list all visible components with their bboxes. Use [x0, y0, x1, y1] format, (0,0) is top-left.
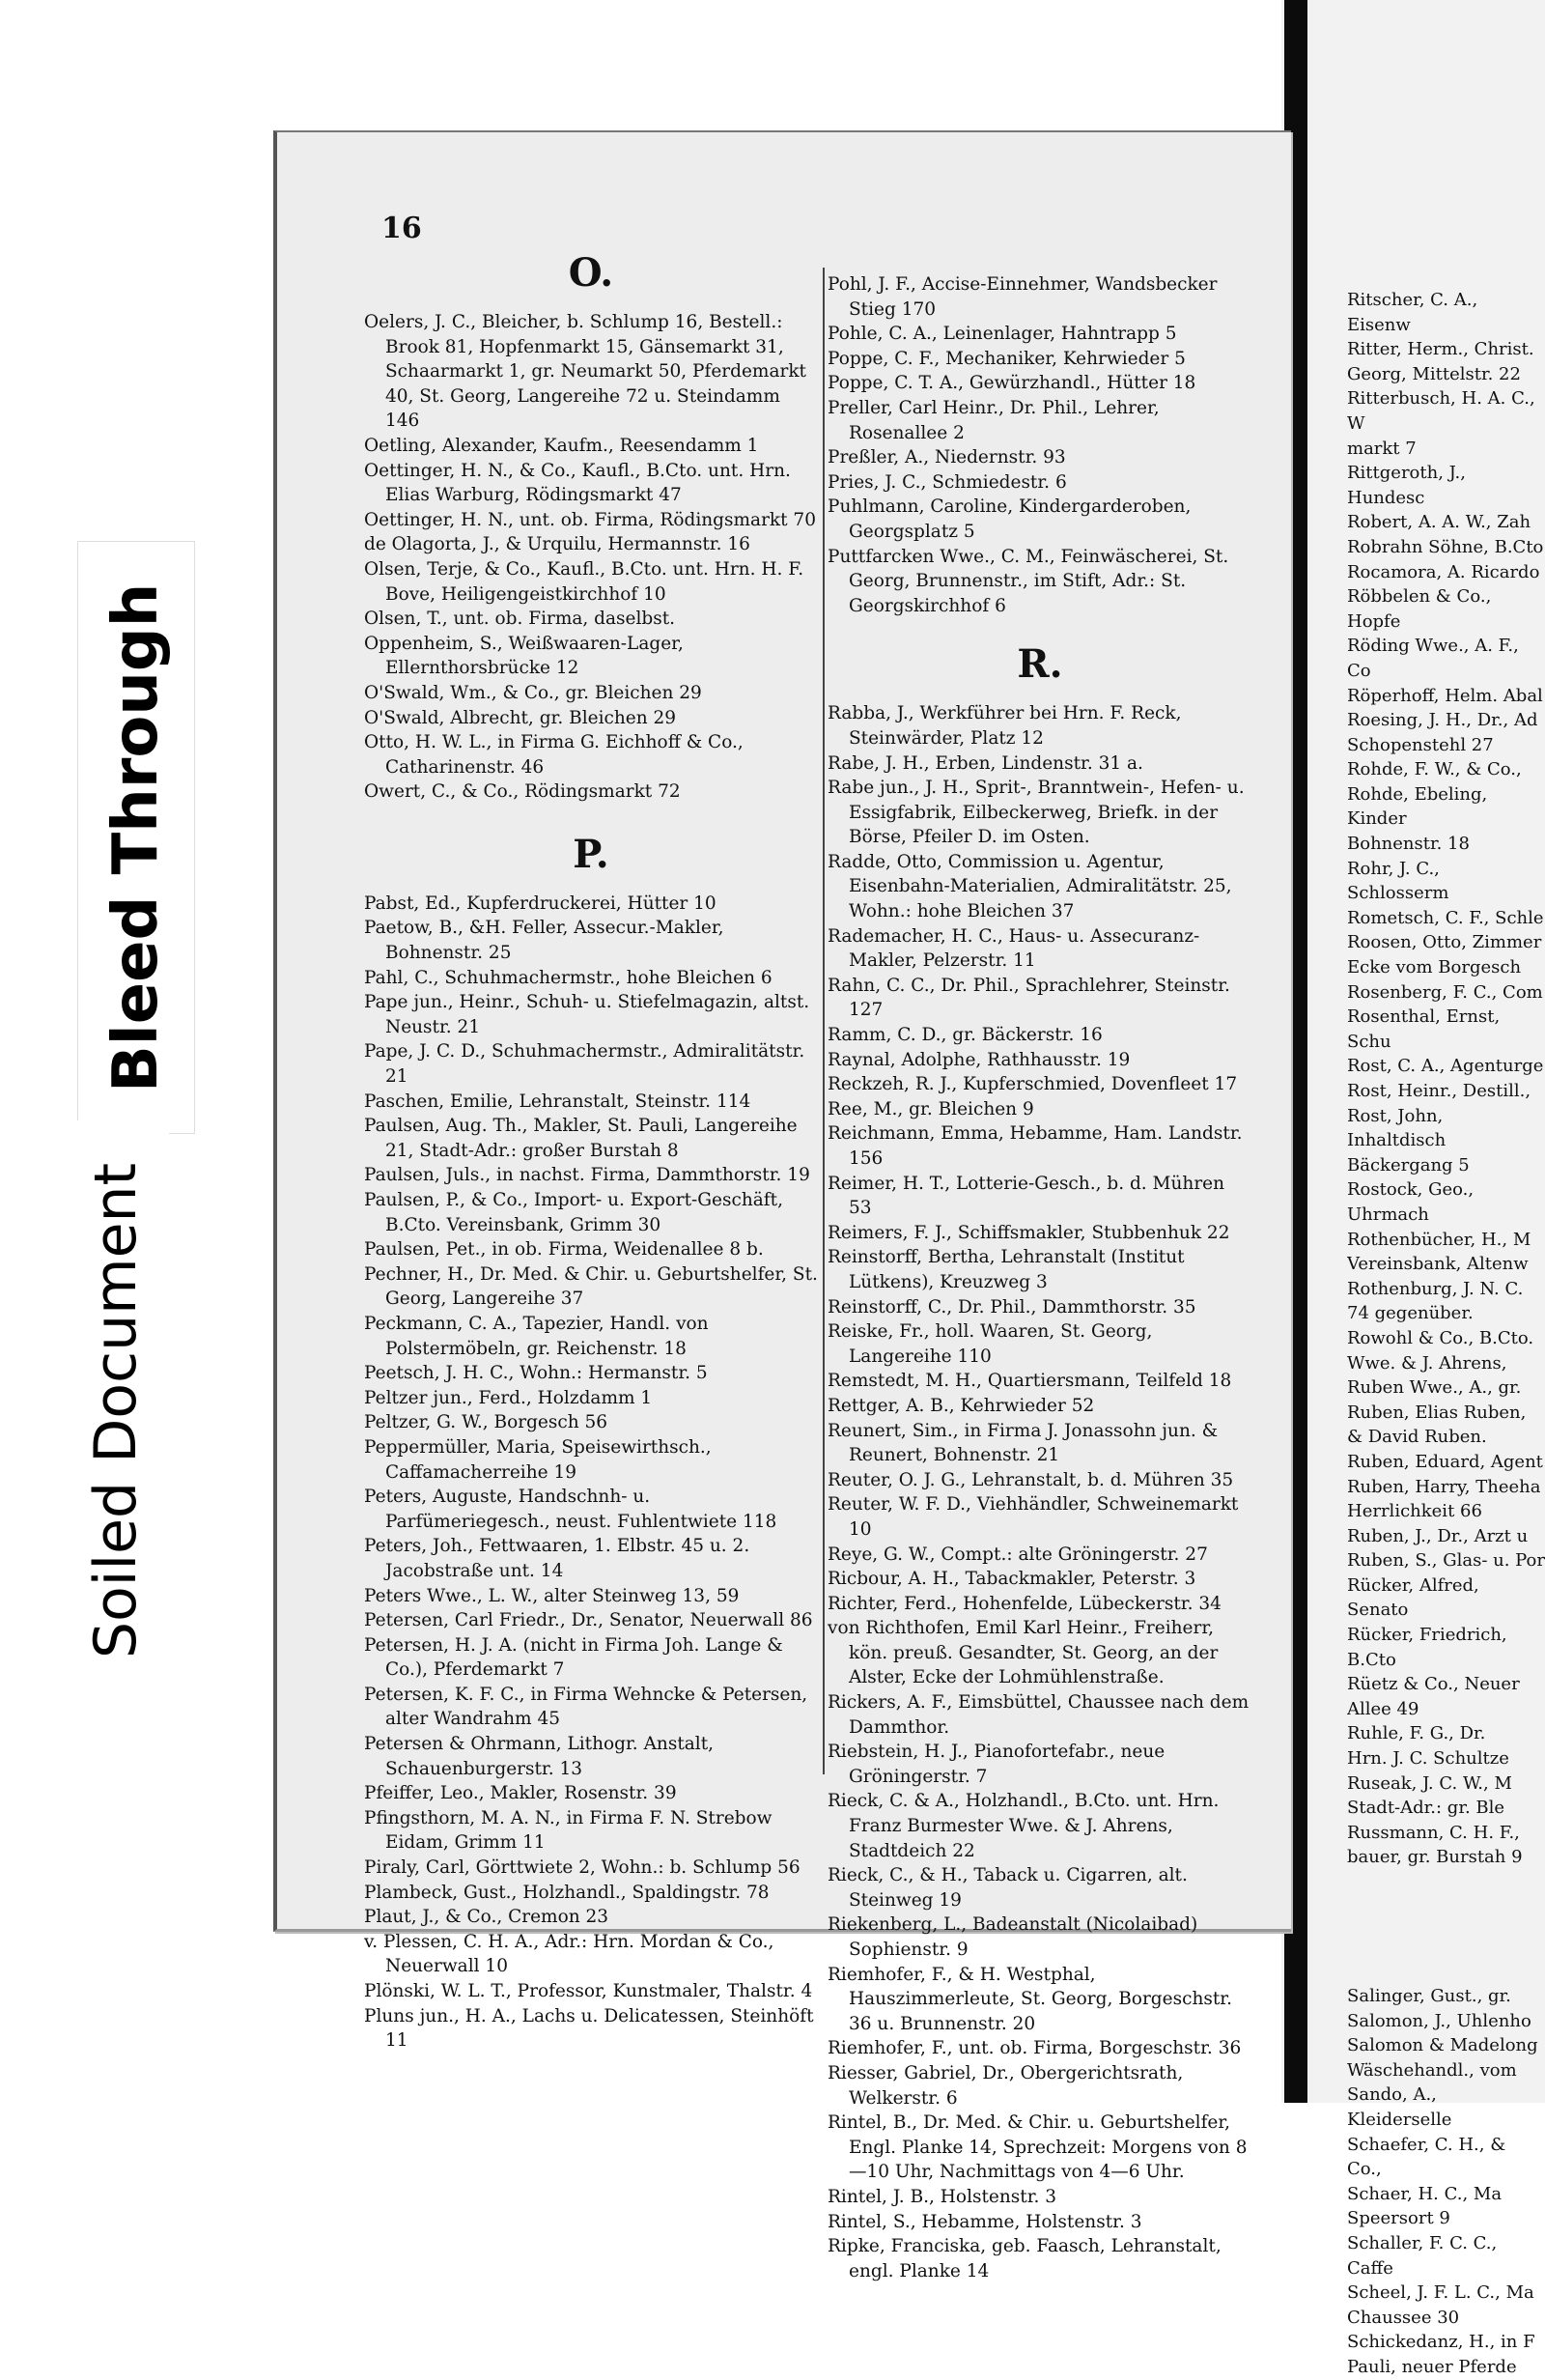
directory-entry: Reichmann, Emma, Hebamme, Ham. Landstr. 156	[828, 1123, 1243, 1169]
entries-o	[364, 310, 818, 805]
directory-entry: Salinger, Gust., gr.	[1347, 1986, 1511, 2006]
directory-entry: Radde, Otto, Commission u. Agentur, Eisenbahn-Materialien, Admiralitätstr. 25, Wohn.: hohe Bleichen 37	[828, 851, 1232, 922]
entries-p	[364, 892, 818, 2054]
directory-entry: Peters, Auguste, Handschnh- u. Parfümeriegesch., neust. Fuhlentwiete 118	[364, 1487, 777, 1532]
directory-entry: Ritscher, C. A., Eisenw	[1347, 290, 1478, 335]
directory-entry: Rabe, J. H., Erben, Lindenstr. 31 a.	[828, 752, 1143, 774]
directory-entry: Pape, J. C. D., Schuhmachermstr., Admiralitätstr. 21	[364, 1041, 805, 1088]
directory-entry: Riekenberg, L., Badeanstalt (Nicolaibad) Sophienstr. 9	[828, 1914, 1198, 1960]
directory-entry: Rücker, Alfred, Senato	[1347, 1574, 1479, 1621]
directory-entry: Preßler, A., Niedernstr. 93	[828, 447, 1066, 468]
directory-entry: Robrahn Söhne, B.Cto	[1347, 536, 1544, 557]
directory-entry: v. Plessen, C. H. A., Adr.: Hrn. Mordan & Co., Neuerwall 10	[364, 1931, 774, 1977]
directory-entry: Rohr, J. C., Schlosserm	[1347, 858, 1449, 904]
directory-entry: Rosenthal, Ernst, Schu	[1347, 1006, 1501, 1052]
directory-entry: Poppe, C. T. A., Gewürzhandl., Hütter 18	[828, 373, 1196, 394]
directory-entry: Reinstorff, Bertha, Lehranstalt (Institut Lütkens), Kreuzweg 3	[828, 1247, 1185, 1292]
directory-entry: Pfeiffer, Leo., Makler, Rosenstr. 39	[364, 1783, 677, 1804]
directory-entry: Reuter, W. F. D., Viehhändler, Schweinemarkt 10	[828, 1494, 1239, 1540]
directory-entry: Rost, C. A., Agenturge	[1347, 1056, 1544, 1077]
directory-entry: Bohnenstr. 18	[1347, 834, 1470, 855]
directory-entry: Roosen, Otto, Zimmer	[1347, 932, 1542, 953]
directory-entry: Preller, Carl Heinr., Dr. Phil., Lehrer, Rosenallee 2	[828, 397, 1160, 443]
directory-entry: Ruben, Elias Ruben,	[1347, 1402, 1527, 1423]
middle-column	[828, 272, 1252, 2283]
directory-entry: Robert, A. A. W., Zah	[1347, 512, 1531, 533]
directory-entry: Pohle, C. A., Leinenlager, Hahntrapp 5	[828, 324, 1177, 345]
entries-p-continued	[828, 272, 1252, 618]
directory-entry: Röperhoff, Helm. Abal	[1347, 685, 1543, 706]
section-heading-p: P.	[573, 831, 609, 877]
directory-entry: Reckzeh, R. J., Kupferschmied, Dovenfleet 17	[828, 1074, 1238, 1095]
directory-page	[273, 130, 1291, 2281]
entries-s-next-page	[1347, 1984, 1545, 2380]
directory-entry: & David Ruben.	[1347, 1427, 1487, 1448]
directory-entry: Oettinger, H. N., unt. ob. Firma, Rödingsmarkt 70	[364, 509, 816, 530]
directory-entry: Riesser, Gabriel, Dr., Obergerichtsrath, Welkerstr. 6	[828, 2062, 1184, 2109]
directory-entry: Rothenburg, J. N. C.	[1347, 1278, 1524, 1299]
left-column	[364, 237, 818, 2054]
directory-entry: Pauli, neuer Pferde	[1347, 2356, 1517, 2377]
directory-entry: 74 gegenüber.	[1347, 1303, 1474, 1324]
directory-entry: Reimer, H. T., Lotterie-Gesch., b. d. Mühren 53	[828, 1173, 1225, 1219]
directory-entry: Rabe jun., J. H., Sprit-, Branntwein-, Hefen- u. Essigfabrik, Eilbeckerweg, Briefk. in der Börse, Pfeiler D. im Osten.	[828, 778, 1245, 848]
directory-entry: Petersen, H. J. A. (nicht in Firma Joh. Lange & Co.), Pferdemarkt 7	[364, 1634, 783, 1681]
directory-entry: Rostock, Geo., Uhrmach	[1347, 1179, 1475, 1225]
directory-entry: Vereinsbank, Altenw	[1347, 1254, 1529, 1275]
directory-entry: Plaut, J., & Co., Cremon 23	[364, 1907, 609, 1928]
directory-entry: Rothenbücher, H., M	[1347, 1229, 1531, 1250]
directory-entry: Rintel, J. B., Holstenstr. 3	[828, 2186, 1057, 2207]
directory-entry: Oettinger, H. N., & Co., Kaufl., B.Cto. unt. Hrn. Elias Warburg, Rödingsmarkt 47	[364, 460, 791, 506]
directory-entry: Ricbour, A. H., Tabackmakler, Peterstr. 3	[828, 1569, 1196, 1590]
directory-entry: von Richthofen, Emil Karl Heinr., Freiherr, kön. preuß. Gesandter, St. Georg, an der Alster, Ecke der Lohmühlenstraße.	[828, 1618, 1219, 1688]
directory-entry: Piraly, Carl, Görttwiete 2, Wohn.: b. Schlump 56	[364, 1857, 801, 1879]
column-divider	[823, 268, 825, 1774]
directory-entry: Oppenheim, S., Weißwaaren-Lager, Ellernthorsbrücke 12	[364, 633, 684, 679]
directory-entry: de Olagorta, J., & Urquilu, Hermannstr. 16	[364, 534, 750, 555]
directory-entry: Rettger, A. B., Kehrwieder 52	[828, 1395, 1095, 1416]
directory-entry: Stadt-Adr.: gr. Ble	[1347, 1798, 1505, 1819]
directory-entry: Plambeck, Gust., Holzhandl., Spaldingstr. 78	[364, 1882, 770, 1903]
directory-entry: Peters, Joh., Fettwaaren, 1. Elbstr. 45 u. 2. Jacobstraße unt. 14	[364, 1536, 750, 1581]
directory-entry: Rabba, J., Werkführer bei Hrn. F. Reck, Steinwärder, Platz 12	[828, 703, 1182, 749]
page-number: 16	[381, 212, 422, 245]
directory-entry: Allee 49	[1347, 1698, 1419, 1719]
directory-entry: Bäckergang 5	[1347, 1154, 1470, 1176]
directory-entry: Ecke vom Borgesch	[1347, 957, 1522, 978]
directory-entry: Olsen, Terje, & Co., Kaufl., B.Cto. unt. Hrn. H. F. Bove, Heiligengeistkirchhof 10	[364, 558, 804, 605]
directory-entry: Ruben, S., Glas- u. Por	[1347, 1550, 1545, 1572]
directory-entry: Rüetz & Co., Neuer	[1347, 1674, 1520, 1695]
directory-entry: Ruben Wwe., A., gr.	[1347, 1377, 1522, 1399]
directory-entry: Schaefer, C. H., & Co.,	[1347, 2134, 1506, 2180]
directory-entry: Pohl, J. F., Accise-Einnehmer, Wandsbecker Stieg 170	[828, 274, 1218, 320]
directory-entry: Paschen, Emilie, Lehranstalt, Steinstr. 114	[364, 1091, 751, 1112]
directory-entry: Rücker, Friedrich, B.Cto	[1347, 1625, 1507, 1670]
directory-entry: Rocamora, A. Ricardo	[1347, 561, 1540, 582]
directory-entry: O'Swald, Wm., & Co., gr. Bleichen 29	[364, 682, 702, 703]
directory-entry: Remstedt, M. H., Quartiersmann, Teilfeld 18	[828, 1371, 1232, 1392]
directory-entry: O'Swald, Albrecht, gr. Bleichen 29	[364, 707, 677, 728]
directory-entry: Herrlichkeit 66	[1347, 1501, 1482, 1522]
directory-entry: Röding Wwe., A. F., Co	[1347, 636, 1519, 681]
directory-entry: Petersen, Carl Friedr., Dr., Senator, Neuerwall 86	[364, 1610, 813, 1631]
directory-entry: Paulsen, P., & Co., Import- u. Export-Geschäft, B.Cto. Vereinsbank, Grimm 30	[364, 1190, 783, 1235]
entries-r	[828, 701, 1252, 2283]
directory-entry: Reye, G. W., Compt.: alte Gröningerstr. 27	[828, 1544, 1208, 1565]
directory-entry: Riebstein, H. J., Pianofortefabr., neue Gröningerstr. 7	[828, 1742, 1166, 1787]
directory-entry: Rittgeroth, J., Hundesc	[1347, 463, 1466, 508]
directory-entry: Chaussee 30	[1347, 2307, 1460, 2328]
directory-entry: Rieck, C. & A., Holzhandl., B.Cto. unt. Hrn. Franz Burmester Wwe. & J. Ahrens, Stadtdeich 22	[828, 1791, 1220, 1861]
directory-entry: Ree, M., gr. Bleichen 9	[828, 1098, 1034, 1119]
directory-entry: Russmann, C. H. F.,	[1347, 1822, 1520, 1843]
directory-entry: Rometsch, C. F., Schle	[1347, 907, 1544, 928]
directory-entry: Roesing, J. H., Dr., Ad	[1347, 710, 1538, 731]
directory-entry: Pries, J. C., Schmiedestr. 6	[828, 471, 1067, 493]
directory-entry: Pechner, H., Dr. Med. & Chir. u. Geburtshelfer, St. Georg, Langereihe 37	[364, 1263, 818, 1310]
section-heading-o: O.	[568, 250, 614, 296]
directory-entry: Peltzer jun., Ferd., Holzdamm 1	[364, 1387, 653, 1408]
directory-entry: Ripke, Franciska, geb. Faasch, Lehranstalt, engl. Planke 14	[828, 2236, 1222, 2281]
directory-entry: Rosenberg, F. C., Com	[1347, 981, 1543, 1003]
directory-entry: Ruhle, F. G., Dr.	[1347, 1723, 1486, 1744]
directory-entry: Petersen & Ohrmann, Lithogr. Anstalt, Schauenburgerstr. 13	[364, 1734, 715, 1779]
directory-entry: Rademacher, H. C., Haus- u. Assecuranz-Makler, Pelzerstr. 11	[828, 925, 1200, 972]
directory-entry: Schopenstehl 27	[1347, 734, 1494, 755]
directory-entry: Rintel, B., Dr. Med. & Chir. u. Geburtshelfer, Engl. Planke 14, Sprechzeit: Morgens von 8—10 Uhr, Nachmittags von 4—6 Uhr.	[828, 2112, 1248, 2183]
directory-entry: Pfingsthorn, M. A. N., in Firma F. N. Strebow Eidam, Grimm 11	[364, 1807, 772, 1854]
directory-entry: Pahl, C., Schuhmachermstr., hohe Bleichen 6	[364, 967, 772, 988]
directory-entry: Peltzer, G. W., Borgesch 56	[364, 1412, 608, 1433]
section-heading-r: R.	[1017, 641, 1063, 688]
directory-entry: Puttfarcken Wwe., C. M., Feinwäscherei, St. Georg, Brunnenstr., im Stift, Adr.: St. Georgskirchhof 6	[828, 546, 1229, 616]
directory-entry: Pluns jun., H. A., Lachs u. Delicatessen, Steinhöft 11	[364, 2005, 814, 2052]
directory-entry: Ruseak, J. C. W., M	[1347, 1772, 1512, 1794]
directory-entry: Rowohl & Co., B.Cto.	[1347, 1327, 1534, 1348]
directory-entry: Röbbelen & Co., Hopfe	[1347, 586, 1492, 632]
directory-entry: Paulsen, Pet., in ob. Firma, Weidenallee 8 b.	[364, 1239, 764, 1261]
right-page-column	[1347, 288, 1545, 2380]
directory-entry: Otto, H. W. L., in Firma G. Eichhoff & Co., Catharinenstr. 46	[364, 732, 744, 778]
directory-entry: Ruben, Harry, Theeha	[1347, 1476, 1541, 1497]
directory-entry: Oelers, J. C., Bleicher, b. Schlump 16, Bestell.: Brook 81, Hopfenmarkt 15, Gänsemarkt 31, Schaarmarkt 1, gr. Neumarkt 50, Pferdemarkt 40, St. Georg, Langereihe 72 u. Steindamm 146	[364, 312, 806, 432]
directory-entry: Paetow, B., &H. Feller, Assecur.-Makler, Bohnenstr. 25	[364, 918, 724, 964]
directory-entry: Rohde, Ebeling, Kinder	[1347, 783, 1488, 830]
directory-entry: Wäschehandl., vom	[1347, 2059, 1517, 2081]
directory-entry: Reuter, O. J. G., Lehranstalt, b. d. Mühren 35	[828, 1469, 1234, 1490]
directory-entry: Riemhofer, F., & H. Westphal, Hauszimmerleute, St. Georg, Borgeschstr. 36 u. Brunnenstr. 20	[828, 1964, 1232, 2034]
directory-entry: Salomon, J., Uhlenho	[1347, 2010, 1531, 2031]
directory-entry: Rohde, F. W., & Co.,	[1347, 759, 1522, 780]
bleed-through-label: Bleed Through	[77, 541, 195, 1134]
directory-entry: Reimers, F. J., Schiffsmakler, Stubbenhuk 22	[828, 1222, 1230, 1243]
directory-entry: Petersen, K. F. C., in Firma Wehncke & Petersen, alter Wandrahm 45	[364, 1684, 808, 1730]
directory-entry: Sando, A., Kleiderselle	[1347, 2084, 1452, 2130]
directory-entry: Scheel, J. F. L. C., Ma	[1347, 2282, 1534, 2304]
directory-entry: Schaer, H. C., Ma	[1347, 2183, 1503, 2204]
directory-entry: Rost, John, Inhaltdisch	[1347, 1105, 1447, 1151]
directory-entry: Richter, Ferd., Hohenfelde, Lübeckerstr. 34	[828, 1593, 1222, 1614]
directory-entry: Ritter, Herm., Christ.	[1347, 339, 1534, 360]
directory-entry: Poppe, C. F., Mechaniker, Kehrwieder 5	[828, 348, 1186, 369]
directory-entry: Salomon & Madelong	[1347, 2035, 1538, 2056]
directory-entry: Peckmann, C. A., Tapezier, Handl. von Polstermöbeln, gr. Reichenstr. 18	[364, 1313, 709, 1359]
directory-entry: Paulsen, Aug. Th., Makler, St. Pauli, Langereihe 21, Stadt-Adr.: großer Burstah 8	[364, 1116, 798, 1161]
directory-entry: Reiske, Fr., holl. Waaren, St. Georg, Langereihe 110	[828, 1321, 1153, 1367]
soiled-document-label: Soiled Document	[63, 1120, 169, 1700]
directory-entry: Raynal, Adolphe, Rathhausstr. 19	[828, 1049, 1131, 1070]
entries-r-next-page	[1347, 288, 1545, 1870]
directory-entry: Pape jun., Heinr., Schuh- u. Stiefelmagazin, altst. Neustr. 21	[364, 992, 810, 1037]
directory-entry: Schaller, F. C. C., Caffe	[1347, 2232, 1498, 2279]
directory-entry: Ruben, Eduard, Agent	[1347, 1451, 1543, 1472]
directory-entry: Ramm, C. D., gr. Bäckerstr. 16	[828, 1025, 1103, 1046]
directory-entry: Ritterbusch, H. A. C., W	[1347, 388, 1535, 434]
column-gap	[1347, 1870, 1545, 1984]
directory-entry: Rost, Heinr., Destill.,	[1347, 1081, 1531, 1101]
directory-entry: Hrn. J. C. Schultze	[1347, 1748, 1509, 1770]
directory-entry: Ruben, J., Dr., Arzt u	[1347, 1525, 1529, 1546]
directory-entry: Reinstorff, C., Dr. Phil., Dammthorstr. 35	[828, 1296, 1196, 1318]
directory-entry: bauer, gr. Burstah 9	[1347, 1847, 1523, 1868]
directory-entry: Olsen, T., unt. ob. Firma, daselbst.	[364, 609, 676, 630]
directory-entry: Schickedanz, H., in F	[1347, 2332, 1535, 2353]
directory-entry: Peetsch, J. H. C., Wohn.: Hermanstr. 5	[364, 1363, 708, 1384]
directory-entry: Speersort 9	[1347, 2208, 1450, 2229]
directory-entry: Owert, C., & Co., Rödingsmarkt 72	[364, 781, 681, 803]
directory-entry: Plönski, W. L. T., Professor, Kunstmaler, Thalstr. 4	[364, 1981, 813, 2001]
directory-entry: Rieck, C., & H., Taback u. Cigarren, alt. Steinweg 19	[828, 1865, 1188, 1911]
directory-entry: Paulsen, Juls., in nachst. Firma, Dammthorstr. 19	[364, 1165, 810, 1186]
directory-entry: Peters Wwe., L. W., alter Steinweg 13, 59	[364, 1585, 740, 1606]
directory-entry: Puhlmann, Caroline, Kindergarderoben, Georgsplatz 5	[828, 496, 1192, 542]
directory-entry: Wwe. & J. Ahrens,	[1347, 1352, 1507, 1374]
directory-entry: Georg, Mittelstr. 22	[1347, 363, 1521, 384]
directory-entry: Pabst, Ed., Kupferdruckerei, Hütter 10	[364, 892, 716, 914]
directory-entry: Peppermüller, Maria, Speisewirthsch., Caffamacherreihe 19	[364, 1436, 712, 1483]
directory-entry: Rickers, A. F., Eimsbüttel, Chaussee nach dem Dammthor.	[828, 1692, 1250, 1738]
directory-entry: Rahn, C. C., Dr. Phil., Sprachlehrer, Steinstr. 127	[828, 975, 1230, 1021]
directory-entry: Riemhofer, F., unt. ob. Firma, Borgeschstr. 36	[828, 2038, 1242, 2059]
directory-entry: Rintel, S., Hebamme, Holstenstr. 3	[828, 2211, 1142, 2232]
directory-entry: Reunert, Sim., in Firma J. Jonassohn jun. & Reunert, Bohnenstr. 21	[828, 1420, 1219, 1466]
directory-entry: Oetling, Alexander, Kaufm., Reesendamm 1	[364, 435, 759, 456]
directory-entry: markt 7	[1347, 438, 1417, 459]
